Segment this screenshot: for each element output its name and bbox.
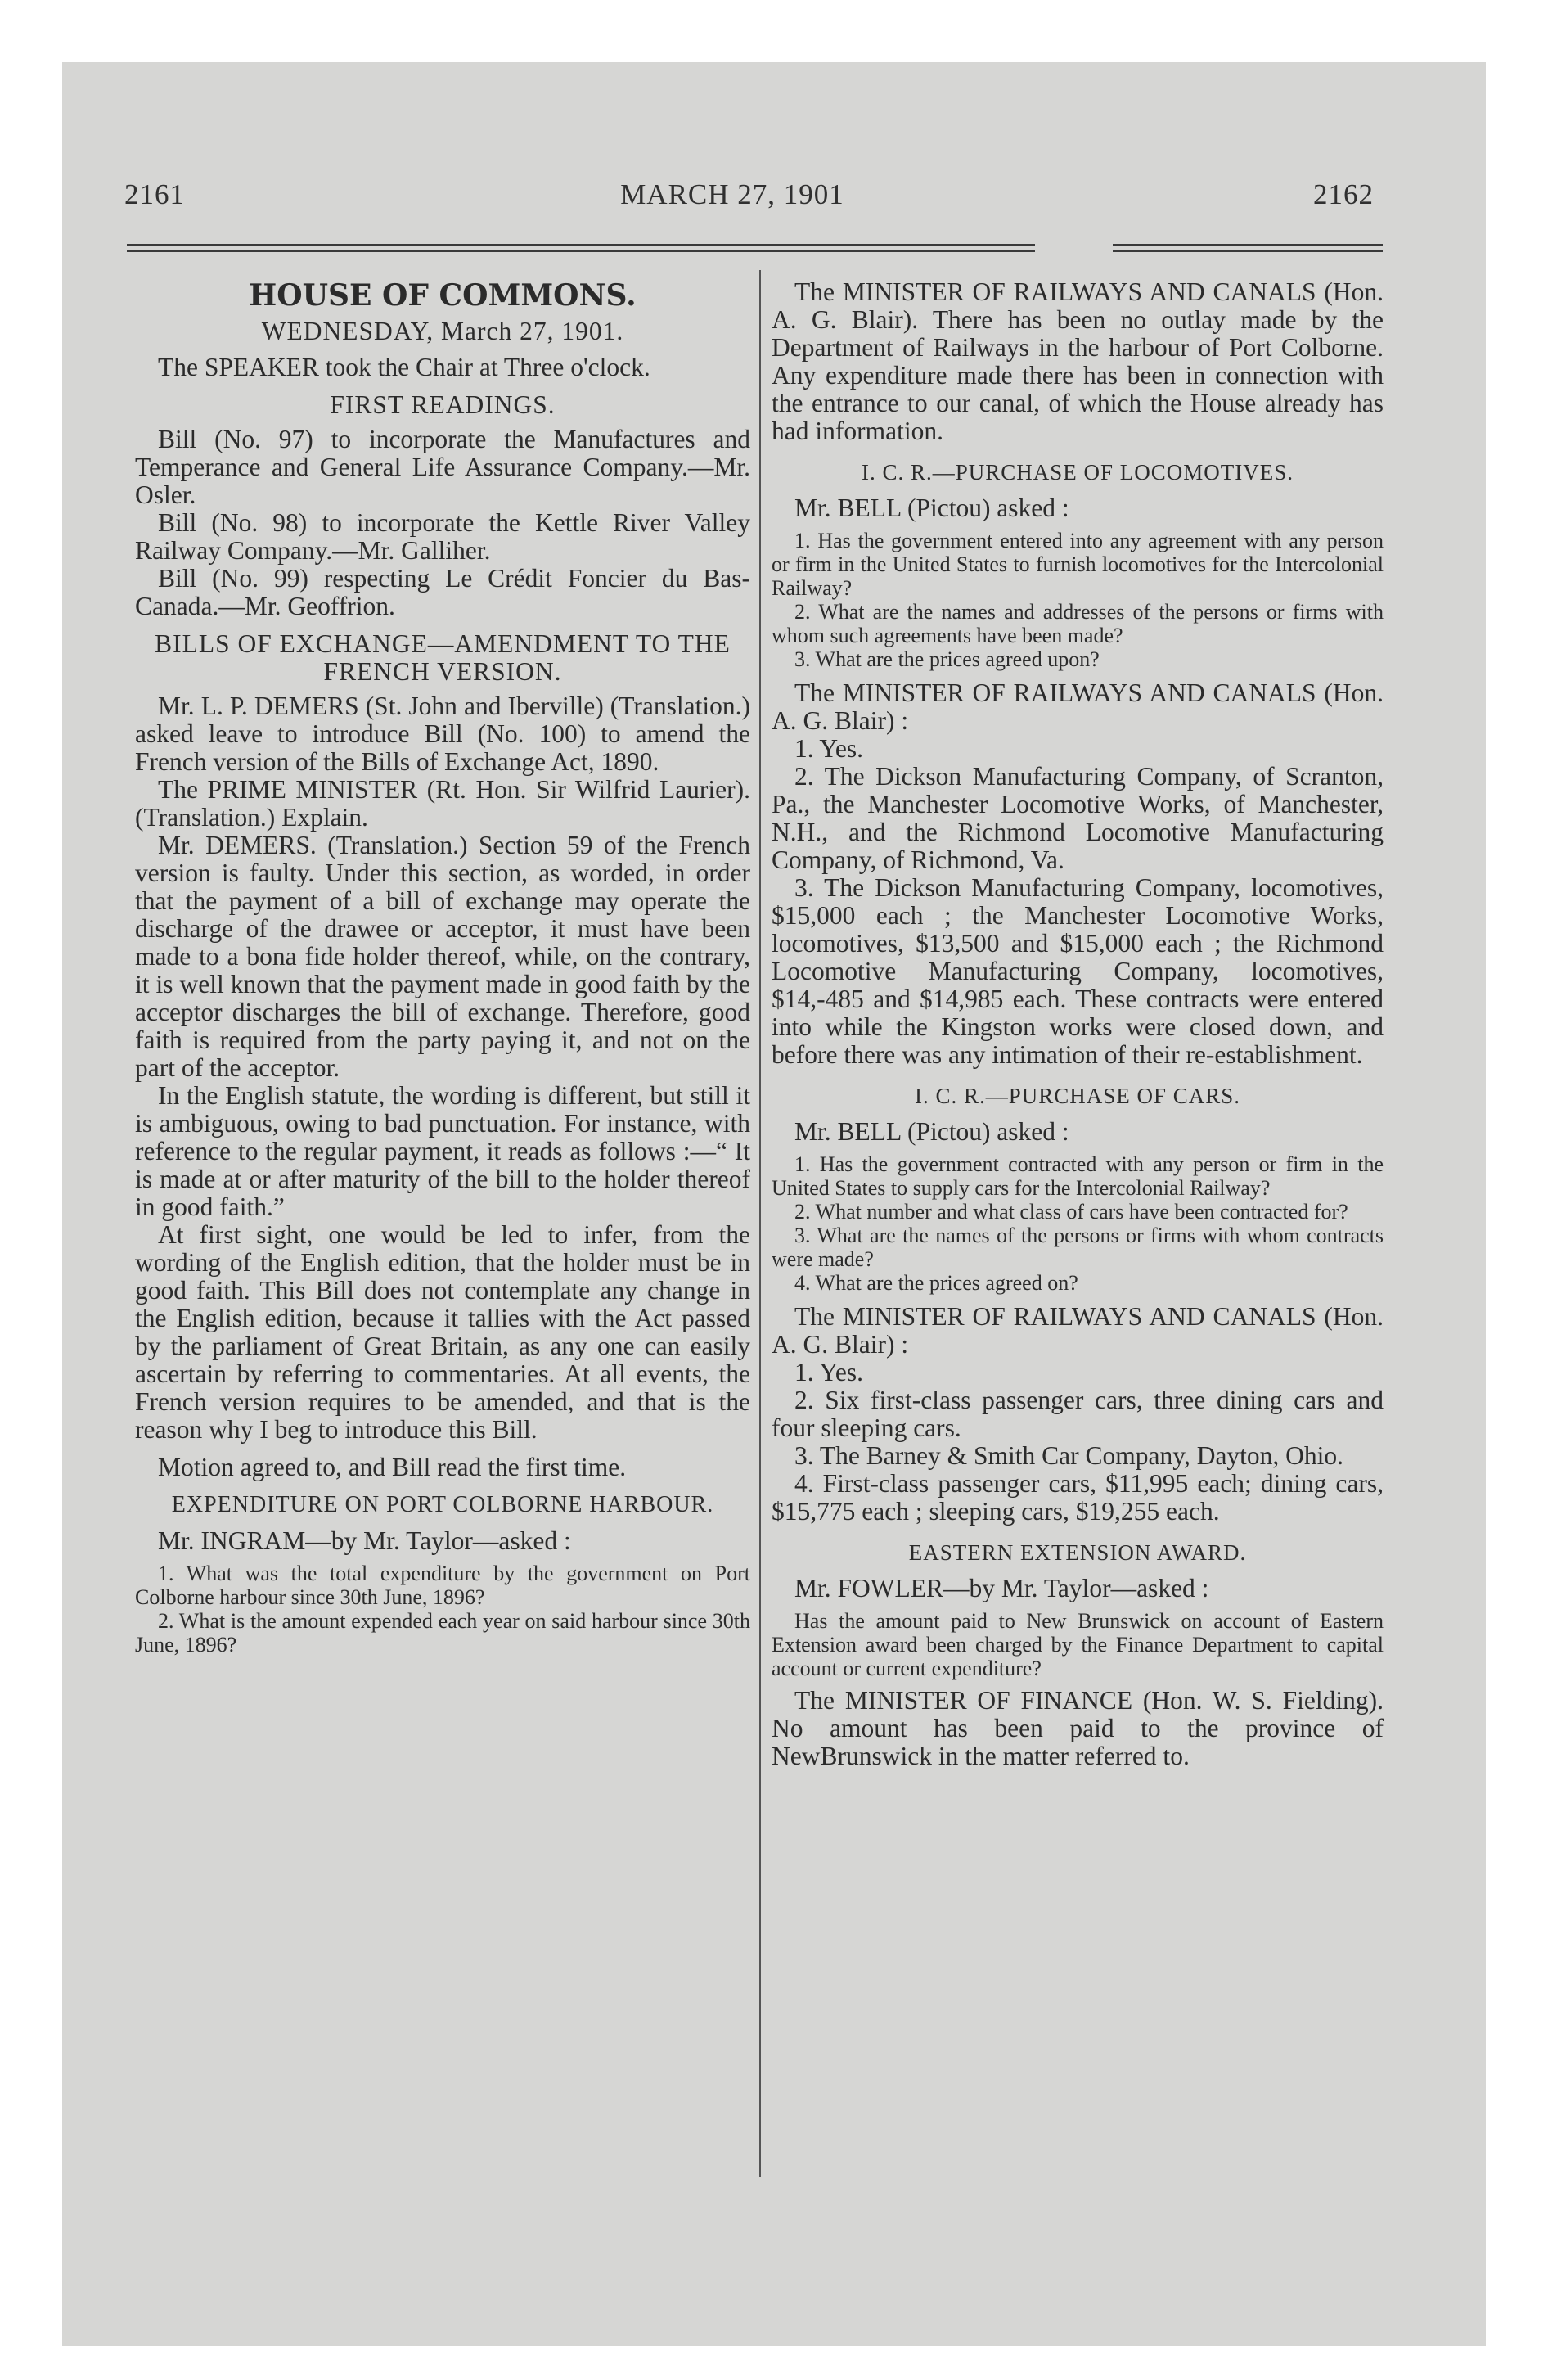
bills-exchange-heading: BILLS OF EXCHANGE—AMENDMENT TO THE FRENCH VERSION. (155, 629, 731, 686)
cars-question-2: 2. What number and what class of cars have been contracted for? (794, 1200, 1348, 1224)
header-rule-left-lower (127, 250, 1035, 252)
header-rule-right (1113, 244, 1383, 246)
cars-answer-3: 3. The Barney & Smith Car Company, Dayton, Ohio. (794, 1441, 1344, 1470)
motion-paragraph: Motion agreed to, and Bill read the first time. (158, 1453, 627, 1481)
loco-answer-3: 3. The Dickson Manufacturing Company, locomotives, $15,000 each ; the Manchester Locomotive Works, locomotives, $13,500 and $15,000 each ; the Richmond Locomotive Manufacturing Company, locomotives, $14,-485 and $14,985 each. These contracts were entered into while the Kingston works were closed down, and before there was any intimation of their re-establishment. (772, 873, 1384, 1069)
english-statute-paragraph: In the English statute, the wording is different, but still it is ambiguous, owing to bad punctuation. For instance, with reference to the regular payment, it reads as follows :—“ It is made at or after maturity of the bill to the holder thereof in good faith.” (135, 1081, 750, 1221)
bill-98: Bill (No. 98) to incorporate the Kettle River Valley Railway Company.—Mr. Galliher. (135, 508, 750, 565)
header-rule-right-lower (1113, 250, 1383, 252)
ingram-question-intro: Mr. INGRAM—by Mr. Taylor—asked : (158, 1526, 571, 1555)
dateline: WEDNESDAY, March 27, 1901. (261, 317, 624, 345)
blair-answer-3-intro: The MINISTER OF RAILWAYS AND CANALS (Hon. A. G. Blair) : (772, 1302, 1384, 1359)
bell-question-intro-2: Mr. BELL (Pictou) asked : (794, 1117, 1069, 1146)
eastern-extension-heading: EASTERN EXTENSION AWARD. (908, 1540, 1247, 1565)
loco-question-3: 3. What are the prices agreed upon? (794, 647, 1100, 671)
cars-question-1: 1. Has the government contracted with any person or firm in the United States to supply cars for the Intercolonial Railway? (772, 1152, 1384, 1200)
cars-question-3: 3. What are the names of the persons or firms with whom contracts were made? (772, 1224, 1384, 1271)
cars-answer-4: 4. First-class passenger cars, $11,995 each; dining cars, $15,775 each ; sleeping cars, $19,255 each. (772, 1469, 1384, 1526)
question-2: 2. What is the amount expended each year on said harbour since 30th June, 1896? (135, 1609, 750, 1657)
fowler-question-intro: Mr. FOWLER—by Mr. Taylor—asked : (794, 1574, 1209, 1602)
demers-paragraph-2: Mr. DEMERS. (Translation.) Section 59 of the French version is faulty. Under this section, as worded, in order that the payment of a bill of exchange may operate the discharge of the drawee or acceptor, it must have been made to a bona fide holder thereof, while, on the contrary, it is well known that the payment made in good faith by the acceptor discharges the bill of exchange. Therefore, good faith is required from the party paying it, and not on the part of the acceptor. (135, 831, 750, 1082)
header-rule-left (127, 244, 1035, 246)
bell-question-intro-1: Mr. BELL (Pictou) asked : (794, 494, 1069, 522)
house-title: HOUSE OF COMMONS. (249, 278, 637, 313)
demers-paragraph-1: Mr. L. P. DEMERS (St. John and Iberville) (Translation.) asked leave to introduce Bill (No. 100) to amend the French version of the Bills of Exchange Act, 1890. (135, 692, 750, 776)
fielding-answer: The MINISTER OF FINANCE (Hon. W. S. Fielding). No amount has been paid to the province of NewBrunswick in the matter referred to. (772, 1686, 1384, 1770)
prime-minister-paragraph: The PRIME MINISTER (Rt. Hon. Sir Wilfrid Laurier). (Translation.) Explain. (135, 775, 750, 832)
cars-heading: I. C. R.—PURCHASE OF CARS. (914, 1084, 1241, 1108)
first-sight-paragraph: At first sight, one would be led to infer, from the wording of the English edition, that the holder must be in good faith. This Bill does not contemplate any change in the English edition, because it tallies with the Act passed by the parliament of Great Britain, as any one can easily ascertain by referring to commentaries. At all events, the French version requires to be amended, and that is the reason why I beg to introduce this Bill. (135, 1220, 750, 1444)
loco-question-1: 1. Has the government entered into any agreement with any person or firm in the United States to furnish locomotives for the Intercolonial Railway? (772, 529, 1384, 600)
page-date: MARCH 27, 1901 (620, 178, 844, 210)
column-divider (759, 270, 761, 2177)
loco-answer-2: 2. The Dickson Manufacturing Company, of Scranton, Pa., the Manchester Locomotive Works, of Manchester, N.H., and the Richmond Locomotive Manufacturing Company, of Richmond, Va. (772, 762, 1384, 874)
left-column (135, 278, 750, 1657)
cars-answer-1: 1. Yes. (794, 1358, 864, 1386)
bill-97: Bill (No. 97) to incorporate the Manufactures and Temperance and General Life Assurance Company.—Mr. Osler. (135, 425, 750, 509)
loco-question-2: 2. What are the names and addresses of the persons or firms with whom such agreements have been made? (772, 600, 1384, 647)
cars-answer-2: 2. Six first-class passenger cars, three dining cars and four sleeping cars. (772, 1386, 1384, 1442)
question-1: 1. What was the total expenditure by the government on Port Colborne harbour since 30th June, 1896? (135, 1562, 750, 1609)
page-number-right: 2162 (1313, 178, 1374, 210)
blair-answer-2-intro: The MINISTER OF RAILWAYS AND CANALS (Hon. A. G. Blair) : (772, 678, 1384, 735)
blair-answer-1: The MINISTER OF RAILWAYS AND CANALS (Hon. A. G. Blair). There has been no outlay made by the Department of Railways in the harbour of Port Colborne. Any expenditure made there has been in connection with the entrance to our canal, of which the House already has had information. (772, 277, 1384, 445)
port-colborne-heading: EXPENDITURE ON PORT COLBORNE HARBOUR. (171, 1492, 714, 1517)
first-readings-heading: FIRST READINGS. (330, 390, 556, 419)
locomotives-heading: I. C. R.—PURCHASE OF LOCOMOTIVES. (861, 460, 1294, 485)
eastern-question: Has the amount paid to New Brunswick on account of Eastern Extension award been charged by the Finance Department to capital account or current expenditure? (772, 1609, 1384, 1680)
page-number-left: 2161 (124, 178, 185, 210)
cars-question-4: 4. What are the prices agreed on? (794, 1271, 1078, 1295)
bill-99: Bill (No. 99) respecting Le Crédit Foncier du Bas-Canada.—Mr. Geoffrion. (135, 564, 750, 620)
loco-answer-1: 1. Yes. (794, 734, 864, 763)
speaker-paragraph: The SPEAKER took the Chair at Three o'clock. (158, 353, 650, 381)
right-column (772, 278, 1384, 1770)
